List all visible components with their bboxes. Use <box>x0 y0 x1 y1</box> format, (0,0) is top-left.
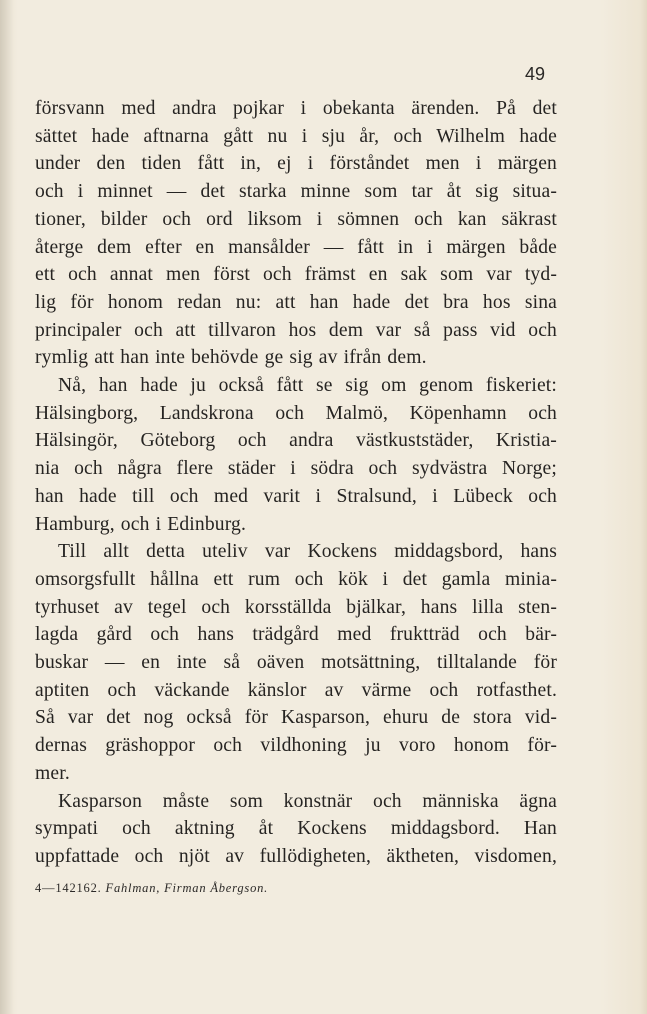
text-line: buskar — en inte så oäven motsättning, tilltalande för <box>35 652 557 674</box>
text-line: dernas gräshoppor och vildhoning ju voro honom för- <box>35 735 557 757</box>
paragraph <box>35 372 557 538</box>
body-text <box>35 95 557 871</box>
text-line: sympati och aktning åt Kockens middagsbord. Han <box>35 818 557 840</box>
text-line: Nå, han hade ju också fått se sig om genom fiskeriet: <box>58 375 557 397</box>
paragraph <box>35 95 557 372</box>
text-line: principaler och att tillvaron hos dem var så pass vid och <box>35 319 557 341</box>
text-line: Hälsingör, Göteborg och andra västkuststäder, Kristia- <box>35 430 557 452</box>
text-line: Hamburg, och i Edinburg. <box>35 513 247 535</box>
paragraph <box>35 538 557 787</box>
text-line: under den tiden fått in, ej i förståndet men i märgen <box>35 153 557 175</box>
text-line: Så var det nog också för Kasparson, ehuru de stora vid- <box>35 707 557 729</box>
binding-shadow <box>0 0 14 1014</box>
text-line: återge dem efter en mansålder — fått in i märgen både <box>35 236 557 258</box>
text-line: tioner, bilder och ord liksom i sömnen och kan säkrast <box>35 208 557 230</box>
text-line: tyrhuset av tegel och korsställda bjälkar, hans lilla sten- <box>35 596 557 618</box>
text-line: omsorgsfullt hållna ett rum och kök i det gamla minia- <box>35 568 557 590</box>
text-line: Kasparson måste som konstnär och människa ägna <box>58 790 557 812</box>
text-line: han hade till och med varit i Stralsund, i Lübeck och <box>35 485 557 507</box>
signature-text: Fahlman, Firman Åbergson. <box>105 881 269 895</box>
text-line: rymlig att han inte behövde ge sig av ifrån dem. <box>35 347 427 369</box>
signature-sheet-number: 4—142162. <box>35 881 102 895</box>
printer-signature <box>35 881 268 896</box>
text-line: lagda gård och hans trädgård med fruktträd och bär- <box>35 624 557 646</box>
text-line: Hälsingborg, Landskrona och Malmö, Köpenhamn och <box>35 402 557 424</box>
text-line: lig för honom redan nu: att han hade det bra hos sina <box>35 291 557 313</box>
text-line: försvann med andra pojkar i obekanta ärenden. På det <box>35 98 557 119</box>
text-line: aptiten och väckande känslor av värme och rotfasthet. <box>35 679 557 701</box>
paragraph <box>35 788 557 871</box>
text-line: och i minnet — det starka minne som tar åt sig situa- <box>35 181 557 203</box>
text-line: Till allt detta uteliv var Kockens middagsbord, hans <box>58 541 557 563</box>
text-line: ett och annat men först och främst en sak som var tyd- <box>35 264 557 286</box>
text-line: sättet hade aftnarna gått nu i sju år, och Wilhelm hade <box>35 125 557 147</box>
text-line: mer. <box>35 762 70 784</box>
text-line: nia och några flere städer i södra och sydvästra Norge; <box>35 458 557 480</box>
page-number: 49 <box>524 64 545 84</box>
text-line: uppfattade och njöt av fullödigheten, äktheten, visdomen, <box>35 845 557 867</box>
